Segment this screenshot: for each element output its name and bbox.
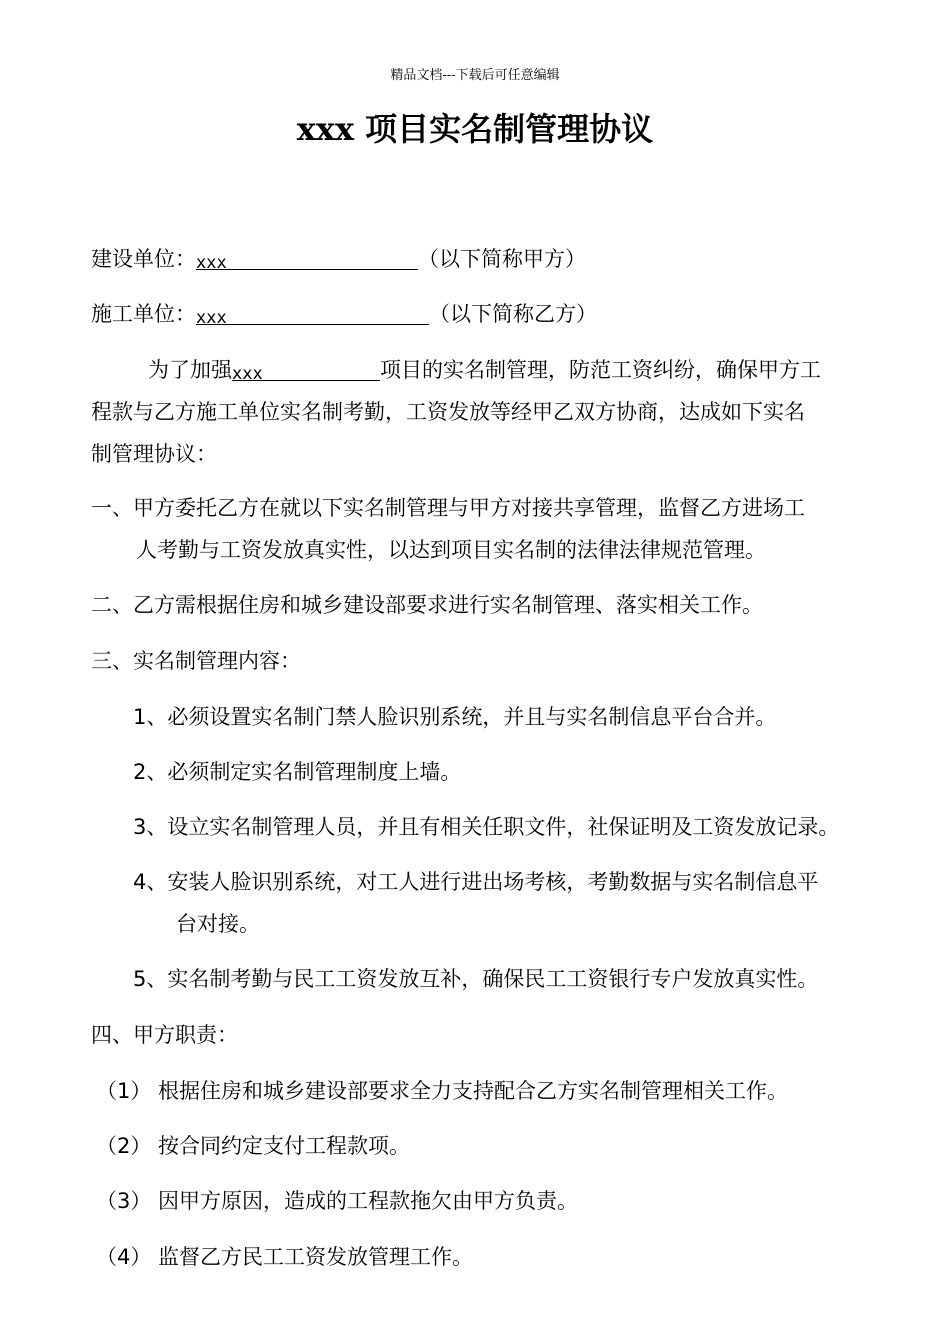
clause-3-item-5: 5、实名制考勤与民工工资发放互补，确保民工工资银行专户发放真实性。 xyxy=(133,967,819,991)
intro-prefix: 为了加强 xyxy=(148,358,232,382)
clause-4-item xyxy=(96,1077,788,1105)
clause-3-item-1: 1、必须设置实名制门禁人脸识别系统，并且与实名制信息平台合并。 xyxy=(133,705,777,729)
party-b-value: xxx xyxy=(196,308,227,328)
clause-4-heading: 四、甲方职责： xyxy=(91,1023,238,1047)
intro-line-1-rest: 项目的实名制管理，防范工资纠纷，确保甲方工 xyxy=(380,358,821,382)
party-b-line xyxy=(91,300,597,328)
party-a-label: 建设单位： xyxy=(91,247,196,271)
party-b-suffix: （以下简称乙方） xyxy=(429,302,597,326)
clause-1-line-2: 人考勤与工资发放真实性，以达到项目实名制的法律法律规范管理。 xyxy=(136,538,766,562)
clause-4-item xyxy=(96,1243,473,1271)
clause-4-item-number: （4） xyxy=(96,1245,152,1269)
clause-4-item xyxy=(96,1132,410,1160)
clause-4-item-number: （3） xyxy=(96,1189,152,1213)
intro-line-2: 程款与乙方施工单位实名制考勤，工资发放等经甲乙双方协商，达成如下实名 xyxy=(91,400,805,424)
clause-4-item-text: 根据住房和城乡建设部要求全力支持配合乙方实名制管理相关工作。 xyxy=(158,1079,788,1103)
clause-1-line-1: 一、甲方委托乙方在就以下实名制管理与甲方对接共享管理，监督乙方进场工 xyxy=(91,496,805,520)
intro-line-3: 制管理协议： xyxy=(91,442,217,466)
clause-3-item-4-cont: 台对接。 xyxy=(176,912,260,936)
clause-4-item-text: 按合同约定支付工程款项。 xyxy=(158,1134,410,1158)
clause-4-item-text: 监督乙方民工工资发放管理工作。 xyxy=(158,1245,473,1269)
clause-4-item-number: （1） xyxy=(96,1079,152,1103)
party-a-field xyxy=(196,247,418,273)
clause-3-heading: 三、实名制管理内容： xyxy=(91,649,301,673)
clause-3-item-3: 3、设立实名制管理人员，并且有相关任职文件，社保证明及工资发放记录。 xyxy=(133,815,840,839)
intro-project-field xyxy=(232,358,380,384)
party-b-field xyxy=(196,302,429,328)
party-a-value: xxx xyxy=(196,253,227,273)
clause-2: 二、乙方需根据住房和城乡建设部要求进行实名制管理、落实相关工作。 xyxy=(91,593,763,617)
party-a-suffix: （以下简称甲方） xyxy=(418,247,586,271)
document-title: xxx 项目实名制管理协议 xyxy=(296,110,654,148)
clause-4-item-number: （2） xyxy=(96,1134,152,1158)
clause-4-item xyxy=(96,1187,578,1215)
clause-3-item-4: 4、安装人脸识别系统，对工人进行进出场考核，考勤数据与实名制信息平 xyxy=(133,870,819,894)
party-a-line xyxy=(91,245,586,273)
clause-4-item-text: 因甲方原因，造成的工程款拖欠由甲方负责。 xyxy=(158,1189,578,1213)
page-header-note: 精品文档---下载后可任意编辑 xyxy=(390,68,560,83)
intro-line-1 xyxy=(148,356,821,384)
party-b-label: 施工单位： xyxy=(91,302,196,326)
clause-3-item-2: 2、必须制定实名制管理制度上墙。 xyxy=(133,760,462,784)
intro-project-value: xxx xyxy=(232,364,263,384)
